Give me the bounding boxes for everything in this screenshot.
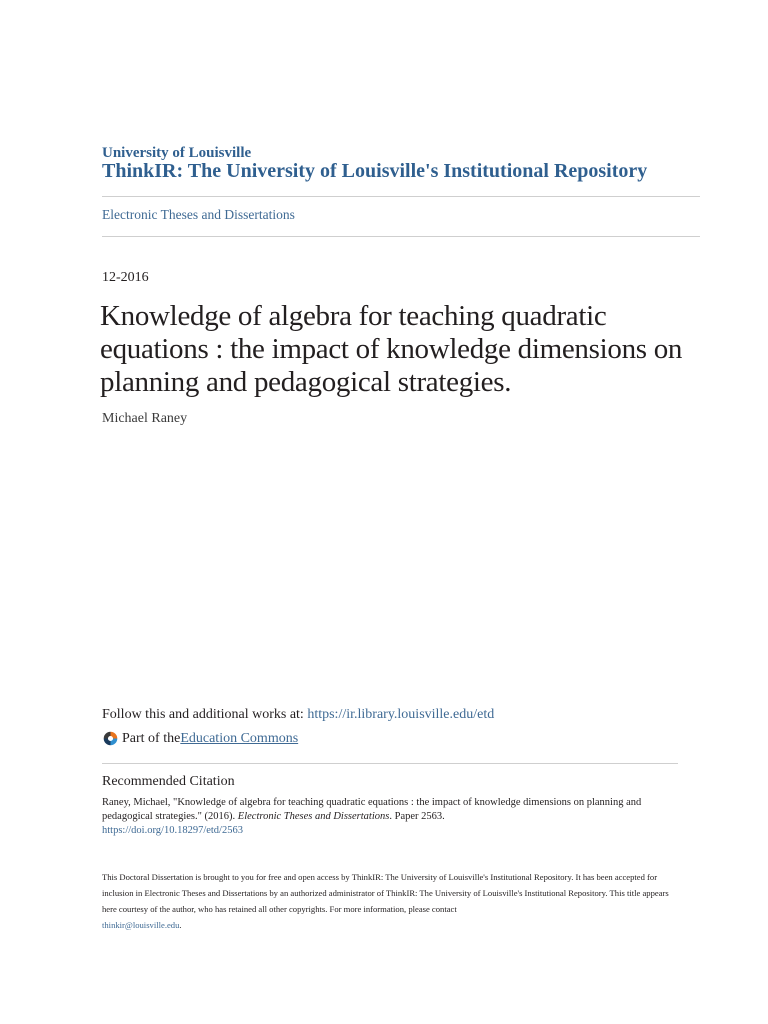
citation-body: Raney, Michael, "Knowledge of algebra for teaching quadratic equations : the impact of knowledge dimensions on planning and pedagogical strategies." (2016). — [102, 797, 642, 822]
follow-label: Follow this and additional works at: — [102, 707, 308, 722]
bepress-commons-icon — [102, 730, 119, 747]
publication-date: 12-2016 — [102, 270, 149, 285]
recommended-citation-heading: Recommended Citation — [102, 774, 235, 789]
divider-top — [102, 196, 700, 197]
citation-paper: . Paper 2563. — [389, 811, 445, 822]
repository-name[interactable]: ThinkIR: The University of Louisville's Institutional Repository — [102, 160, 648, 182]
part-of-label: Part of the — [122, 730, 181, 746]
divider-bottom — [102, 236, 700, 237]
divider-citation — [102, 763, 678, 764]
university-name[interactable]: University of Louisville — [102, 145, 252, 161]
collection-link[interactable]: Electronic Theses and Dissertations — [102, 207, 295, 222]
follow-line — [102, 707, 494, 723]
notice-email-suffix: . — [179, 920, 182, 930]
citation-text — [102, 796, 662, 838]
repository-url-link[interactable]: https://ir.library.louisville.edu/etd — [307, 707, 495, 722]
part-of-line — [102, 730, 298, 747]
access-notice — [102, 869, 682, 933]
citation-series: Electronic Theses and Dissertations — [237, 811, 390, 822]
document-title: Knowledge of algebra for teaching quadratic equations : the impact of knowledge dimensions on planning and pedagogical strategies. — [100, 300, 683, 398]
notice-text: This Doctoral Dissertation is brought to you for free and open access by ThinkIR: The University of Louisville's Institutional Repository. It has been accepted for inclusion in Electronic Theses and Dissertations by an authorized administrator of ThinkIR: The University of Louisville's Institutional Repository. This title appears here courtesy of the author, who has retained all other copyrights. For more information, please contact — [102, 872, 669, 914]
doi-link[interactable]: https://doi.org/10.18297/etd/2563 — [102, 825, 243, 836]
education-commons-link[interactable]: Education Commons — [180, 730, 299, 746]
contact-email-link[interactable]: thinkir@louisville.edu — [102, 920, 180, 930]
author-name: Michael Raney — [102, 411, 188, 426]
